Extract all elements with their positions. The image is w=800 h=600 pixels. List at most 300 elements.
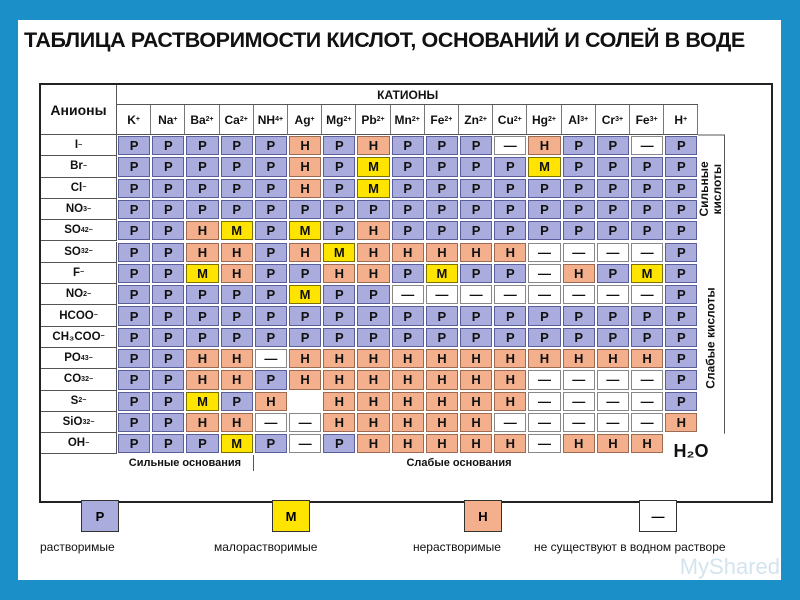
solubility-cell: P xyxy=(460,179,492,198)
solubility-table xyxy=(39,83,773,503)
solubility-cell: H xyxy=(357,264,389,283)
solubility-cell: P xyxy=(460,200,492,219)
weak-bases-label: Слабые основания xyxy=(406,456,512,469)
solubility-cell: H xyxy=(494,243,526,262)
solubility-cell: P xyxy=(118,434,150,453)
solubility-cell: P xyxy=(426,157,458,176)
solubility-cell: — xyxy=(494,136,526,155)
strong-bases-label: Сильные основания xyxy=(117,455,254,471)
solubility-cell: P xyxy=(152,200,184,219)
legend-label: нерастворимые xyxy=(413,540,501,554)
solubility-cell: P xyxy=(152,264,184,283)
solubility-cell: H xyxy=(186,349,218,368)
solubility-cell: P xyxy=(426,221,458,240)
solubility-cell: H xyxy=(221,264,253,283)
solubility-cell: P xyxy=(221,157,253,176)
solubility-cell: H xyxy=(357,221,389,240)
solubility-cell: P xyxy=(152,392,184,411)
solubility-cell: — xyxy=(528,413,560,432)
solubility-cell: P xyxy=(665,328,697,347)
solubility-cell: P xyxy=(186,200,218,219)
solubility-cell: P xyxy=(597,136,629,155)
solubility-cell: P xyxy=(289,264,321,283)
solubility-cell: H xyxy=(426,349,458,368)
cation-header: NH 4 + xyxy=(254,105,288,135)
solubility-cell: P xyxy=(152,221,184,240)
watermark: MyShared xyxy=(679,554,780,579)
solubility-cell: — xyxy=(563,285,595,304)
solubility-cell: — xyxy=(289,413,321,432)
solubility-cell: P xyxy=(221,136,253,155)
solubility-cell: P xyxy=(186,157,218,176)
solubility-cell: P xyxy=(186,136,218,155)
solubility-cell: — xyxy=(597,392,629,411)
solubility-cell: M xyxy=(221,221,253,240)
anion-label: F − xyxy=(41,263,117,284)
legend-swatch-H: H xyxy=(464,500,502,532)
solubility-cell: P xyxy=(426,306,458,325)
cation-header: H + xyxy=(664,105,698,135)
solubility-cell: — xyxy=(631,392,663,411)
solubility-cell: P xyxy=(357,306,389,325)
solubility-cell: — xyxy=(597,413,629,432)
solubility-cell: H xyxy=(357,349,389,368)
solubility-cell: — xyxy=(460,285,492,304)
anion-label: SO 4 2− xyxy=(41,220,117,241)
solubility-cell: H xyxy=(563,434,595,453)
solubility-cell: P xyxy=(460,221,492,240)
solubility-cell: P xyxy=(665,179,697,198)
solubility-cell: H xyxy=(221,370,253,389)
solubility-cell: P xyxy=(118,306,150,325)
anion-label: SO 3 2− xyxy=(41,242,117,263)
solubility-cell: H xyxy=(289,370,321,389)
solubility-cell: P xyxy=(357,328,389,347)
solubility-cell: H xyxy=(563,264,595,283)
anion-label: Cl − xyxy=(41,178,117,199)
solubility-cell: P xyxy=(255,243,287,262)
solubility-cell: H xyxy=(392,434,424,453)
solubility-cell: P xyxy=(255,285,287,304)
solubility-cell: H xyxy=(460,392,492,411)
solubility-cell: P xyxy=(118,136,150,155)
legend-label: малорастворимые xyxy=(214,540,318,554)
solubility-cell: H xyxy=(357,243,389,262)
solubility-cell: P xyxy=(323,136,355,155)
solubility-cell: P xyxy=(597,264,629,283)
solubility-cell: — xyxy=(426,285,458,304)
solubility-cell: P xyxy=(118,221,150,240)
anion-label: SiO 3 2− xyxy=(41,412,117,433)
legend-label: не существуют в водном растворе xyxy=(534,540,726,554)
solubility-cell: P xyxy=(392,136,424,155)
water-label: H₂O xyxy=(673,441,709,462)
solubility-cell: P xyxy=(323,200,355,219)
solubility-cell: P xyxy=(255,200,287,219)
solubility-cell: H xyxy=(528,349,560,368)
solubility-cell: P xyxy=(494,264,526,283)
solubility-cell: P xyxy=(152,136,184,155)
solubility-cell: M xyxy=(426,264,458,283)
solubility-cell: P xyxy=(460,328,492,347)
solubility-cell: M xyxy=(221,434,253,453)
solubility-cell: — xyxy=(563,413,595,432)
solubility-cell: P xyxy=(563,221,595,240)
solubility-cell: H xyxy=(528,136,560,155)
solubility-cell: H xyxy=(323,370,355,389)
solubility-cell: P xyxy=(665,264,697,283)
solubility-cell: — xyxy=(494,285,526,304)
solubility-cell: H xyxy=(186,221,218,240)
solubility-cell: P xyxy=(118,264,150,283)
solubility-cell: P xyxy=(563,306,595,325)
solubility-cell: — xyxy=(392,285,424,304)
anion-label: NO 3 − xyxy=(41,199,117,220)
weak-acids-label: Слабые кислоты xyxy=(698,242,725,434)
solubility-cell: H xyxy=(221,349,253,368)
solubility-cell: P xyxy=(357,285,389,304)
solubility-cell: P xyxy=(152,243,184,262)
solubility-cell: H xyxy=(221,413,253,432)
solubility-cell: P xyxy=(118,392,150,411)
solubility-cell: — xyxy=(631,243,663,262)
solubility-cell: P xyxy=(221,285,253,304)
solubility-cell: P xyxy=(597,221,629,240)
solubility-cell: P xyxy=(665,243,697,262)
solubility-cell: H xyxy=(392,370,424,389)
solubility-cell: H xyxy=(494,370,526,389)
anion-label: CO 3 2− xyxy=(41,369,117,390)
solubility-cell: H xyxy=(631,349,663,368)
anion-label: CH₃COO − xyxy=(41,327,117,348)
solubility-cell: P xyxy=(426,200,458,219)
solubility-cell: P xyxy=(392,200,424,219)
solubility-cell: P xyxy=(118,370,150,389)
solubility-cell: P xyxy=(255,264,287,283)
solubility-cell: H xyxy=(392,392,424,411)
solubility-cell: — xyxy=(528,434,560,453)
cation-header: Na + xyxy=(151,105,185,135)
solubility-cell: P xyxy=(118,285,150,304)
solubility-cell: H xyxy=(460,434,492,453)
solubility-cell: P xyxy=(255,136,287,155)
solubility-cell: H xyxy=(426,392,458,411)
solubility-cell: P xyxy=(289,306,321,325)
solubility-cell: H xyxy=(665,413,697,432)
solubility-cell: H xyxy=(631,434,663,453)
solubility-sheet xyxy=(18,20,781,580)
solubility-cell: P xyxy=(152,306,184,325)
solubility-cell: H xyxy=(392,413,424,432)
cation-header: Ba 2+ xyxy=(185,105,219,135)
cation-header: Cu 2+ xyxy=(493,105,527,135)
legend-label: растворимые xyxy=(40,540,115,554)
solubility-cell: P xyxy=(494,200,526,219)
solubility-cell: P xyxy=(323,221,355,240)
solubility-cell: P xyxy=(221,328,253,347)
solubility-cell: H xyxy=(426,370,458,389)
solubility-cell: P xyxy=(460,306,492,325)
solubility-cell: P xyxy=(392,328,424,347)
solubility-cell: P xyxy=(392,157,424,176)
solubility-cell: H xyxy=(357,434,389,453)
solubility-cell: H xyxy=(460,413,492,432)
solubility-cell: P xyxy=(665,136,697,155)
solubility-cell: P xyxy=(357,200,389,219)
solubility-cell: — xyxy=(631,136,663,155)
solubility-cell: P xyxy=(186,434,218,453)
solubility-cell: — xyxy=(289,434,321,453)
solubility-cell: H xyxy=(597,349,629,368)
solubility-cell: — xyxy=(528,243,560,262)
cation-header: Fe 2+ xyxy=(425,105,459,135)
solubility-cell: P xyxy=(563,328,595,347)
solubility-cell: P xyxy=(255,370,287,389)
solubility-cell: P xyxy=(631,157,663,176)
solubility-cell: H xyxy=(323,349,355,368)
solubility-cell: P xyxy=(665,349,697,368)
solubility-cell: H xyxy=(494,392,526,411)
cation-header: Ag + xyxy=(288,105,322,135)
solubility-cell: P xyxy=(494,179,526,198)
solubility-cell: P xyxy=(460,157,492,176)
solubility-cell: P xyxy=(152,413,184,432)
solubility-cell: P xyxy=(528,221,560,240)
solubility-cell: — xyxy=(494,413,526,432)
cation-header: Hg 2+ xyxy=(527,105,561,135)
solubility-cell: H xyxy=(186,413,218,432)
solubility-cell: P xyxy=(255,179,287,198)
cation-header: Cr 3+ xyxy=(596,105,630,135)
solubility-cell: H xyxy=(426,243,458,262)
solubility-cell: — xyxy=(528,370,560,389)
solubility-cell: P xyxy=(323,306,355,325)
solubility-cell: H xyxy=(323,392,355,411)
solubility-cell: — xyxy=(563,392,595,411)
solubility-cell: P xyxy=(186,285,218,304)
solubility-cell: P xyxy=(255,221,287,240)
cations-header: КАТИОНЫ xyxy=(117,85,698,105)
cation-header: Mn 2+ xyxy=(391,105,425,135)
solubility-cell: P xyxy=(494,221,526,240)
solubility-cell: M xyxy=(357,179,389,198)
solubility-cell: P xyxy=(255,306,287,325)
solubility-cell: P xyxy=(426,328,458,347)
solubility-cell: P xyxy=(118,328,150,347)
solubility-cell: P xyxy=(494,306,526,325)
solubility-cell: P xyxy=(392,179,424,198)
solubility-cell: H xyxy=(186,370,218,389)
solubility-cell: H xyxy=(460,370,492,389)
solubility-cell: P xyxy=(323,285,355,304)
solubility-cell: P xyxy=(323,179,355,198)
solubility-cell: — xyxy=(631,413,663,432)
solubility-cell: — xyxy=(563,243,595,262)
solubility-cell: P xyxy=(152,328,184,347)
solubility-cell: — xyxy=(528,264,560,283)
solubility-cell: P xyxy=(597,306,629,325)
solubility-cell: P xyxy=(392,306,424,325)
legend-swatch-D: — xyxy=(639,500,677,532)
solubility-cell: H xyxy=(563,349,595,368)
solubility-cell: H xyxy=(186,243,218,262)
solubility-cell: H xyxy=(323,264,355,283)
solubility-cell: P xyxy=(221,306,253,325)
cation-header: Pb 2+ xyxy=(356,105,390,135)
solubility-cell: P xyxy=(118,157,150,176)
cation-header: Al 3+ xyxy=(562,105,596,135)
solubility-cell: — xyxy=(255,349,287,368)
anion-label: I − xyxy=(41,135,117,156)
solubility-cell: P xyxy=(152,349,184,368)
solubility-cell: P xyxy=(563,136,595,155)
solubility-cell: P xyxy=(665,221,697,240)
solubility-cell: H xyxy=(289,243,321,262)
solubility-cell: P xyxy=(323,157,355,176)
solubility-cell: H xyxy=(460,243,492,262)
solubility-cell: P xyxy=(665,392,697,411)
solubility-cell: P xyxy=(186,179,218,198)
solubility-cell: P xyxy=(563,200,595,219)
solubility-cell: H xyxy=(357,392,389,411)
solubility-cell: — xyxy=(597,243,629,262)
solubility-cell: H xyxy=(221,243,253,262)
solubility-cell: P xyxy=(597,200,629,219)
solubility-cell: H xyxy=(357,136,389,155)
solubility-cell: M xyxy=(357,157,389,176)
solubility-cell: H xyxy=(392,349,424,368)
solubility-cell: P xyxy=(323,434,355,453)
solubility-cell: H xyxy=(289,136,321,155)
solubility-cell: P xyxy=(255,434,287,453)
solubility-cell: H xyxy=(357,370,389,389)
solubility-cell: H xyxy=(494,434,526,453)
solubility-cell: M xyxy=(323,243,355,262)
solubility-cell: P xyxy=(186,328,218,347)
cation-header: Ca 2+ xyxy=(220,105,254,135)
solubility-cell: P xyxy=(426,179,458,198)
solubility-cell: H xyxy=(289,349,321,368)
solubility-cell: P xyxy=(631,179,663,198)
solubility-cell: P xyxy=(494,328,526,347)
solubility-cell: H xyxy=(426,413,458,432)
solubility-cell: P xyxy=(528,306,560,325)
solubility-cell: P xyxy=(152,157,184,176)
anion-label: HCOO − xyxy=(41,305,117,326)
solubility-cell: M xyxy=(528,157,560,176)
solubility-cell: P xyxy=(528,200,560,219)
solubility-cell: H xyxy=(289,157,321,176)
cation-header: K + xyxy=(117,105,151,135)
solubility-cell: P xyxy=(118,200,150,219)
solubility-cell: — xyxy=(528,285,560,304)
solubility-cell: P xyxy=(460,136,492,155)
cation-header: Fe 3+ xyxy=(630,105,664,135)
solubility-cell: P xyxy=(631,306,663,325)
anion-label: OH − xyxy=(41,433,117,454)
solubility-cell: P xyxy=(221,179,253,198)
cation-header: Mg 2+ xyxy=(322,105,356,135)
solubility-cell: P xyxy=(186,306,218,325)
solubility-cell: P xyxy=(494,157,526,176)
solubility-cell: — xyxy=(631,285,663,304)
solubility-cell: P xyxy=(631,221,663,240)
solubility-cell: P xyxy=(255,157,287,176)
solubility-cell: M xyxy=(289,221,321,240)
solubility-cell: P xyxy=(528,328,560,347)
legend-swatch-P: P xyxy=(81,500,119,532)
anion-label: PO 4 3− xyxy=(41,348,117,369)
solubility-cell: P xyxy=(118,413,150,432)
solubility-cell: P xyxy=(392,264,424,283)
solubility-cell: — xyxy=(255,413,287,432)
solubility-cell: H xyxy=(494,349,526,368)
solubility-cell: P xyxy=(152,285,184,304)
solubility-cell: P xyxy=(392,221,424,240)
solubility-cell: P xyxy=(118,349,150,368)
solubility-cell: H xyxy=(357,413,389,432)
solubility-cell: P xyxy=(597,157,629,176)
solubility-cell: P xyxy=(323,328,355,347)
legend-swatch-M: M xyxy=(272,500,310,532)
solubility-cell: M xyxy=(631,264,663,283)
solubility-cell: P xyxy=(152,370,184,389)
anions-header: Анионы xyxy=(41,85,117,135)
solubility-cell: — xyxy=(631,370,663,389)
solubility-cell: P xyxy=(528,179,560,198)
solubility-cell: M xyxy=(289,285,321,304)
cation-header: Zn 2+ xyxy=(459,105,493,135)
solubility-cell: M xyxy=(186,392,218,411)
solubility-cell: — xyxy=(563,370,595,389)
solubility-cell: — xyxy=(597,285,629,304)
solubility-cell: P xyxy=(631,328,663,347)
solubility-cell: P xyxy=(460,264,492,283)
solubility-cell: P xyxy=(665,285,697,304)
solubility-cell: P xyxy=(426,136,458,155)
solubility-cell: H xyxy=(323,413,355,432)
solubility-cell: H xyxy=(426,434,458,453)
solubility-cell: P xyxy=(665,157,697,176)
solubility-cell: P xyxy=(255,328,287,347)
anion-label: Br − xyxy=(41,156,117,177)
solubility-cell: P xyxy=(118,179,150,198)
solubility-cell: H xyxy=(255,392,287,411)
strong-acids-label: Сильные кислоты xyxy=(698,135,725,243)
solubility-cell: H xyxy=(460,349,492,368)
solubility-cell: — xyxy=(597,370,629,389)
solubility-cell: P xyxy=(665,370,697,389)
solubility-cell: P xyxy=(152,434,184,453)
solubility-cell: M xyxy=(186,264,218,283)
solubility-cell: H xyxy=(597,434,629,453)
solubility-cell: P xyxy=(563,157,595,176)
solubility-cell: P xyxy=(152,179,184,198)
solubility-cell: P xyxy=(221,392,253,411)
solubility-cell: P xyxy=(597,179,629,198)
anion-label: S 2− xyxy=(41,391,117,412)
solubility-cell: H xyxy=(289,179,321,198)
solubility-cell: P xyxy=(563,179,595,198)
solubility-cell: P xyxy=(665,200,697,219)
solubility-cell: P xyxy=(289,328,321,347)
solubility-cell: P xyxy=(221,200,253,219)
solubility-cell: P xyxy=(289,200,321,219)
solubility-cell: P xyxy=(597,328,629,347)
page-title: ТАБЛИЦА РАСТВОРИМОСТИ КИСЛОТ, ОСНОВАНИЙ И СОЛЕЙ В ВОДЕ xyxy=(24,28,745,52)
solubility-cell: P xyxy=(665,306,697,325)
solubility-cell: H xyxy=(392,243,424,262)
